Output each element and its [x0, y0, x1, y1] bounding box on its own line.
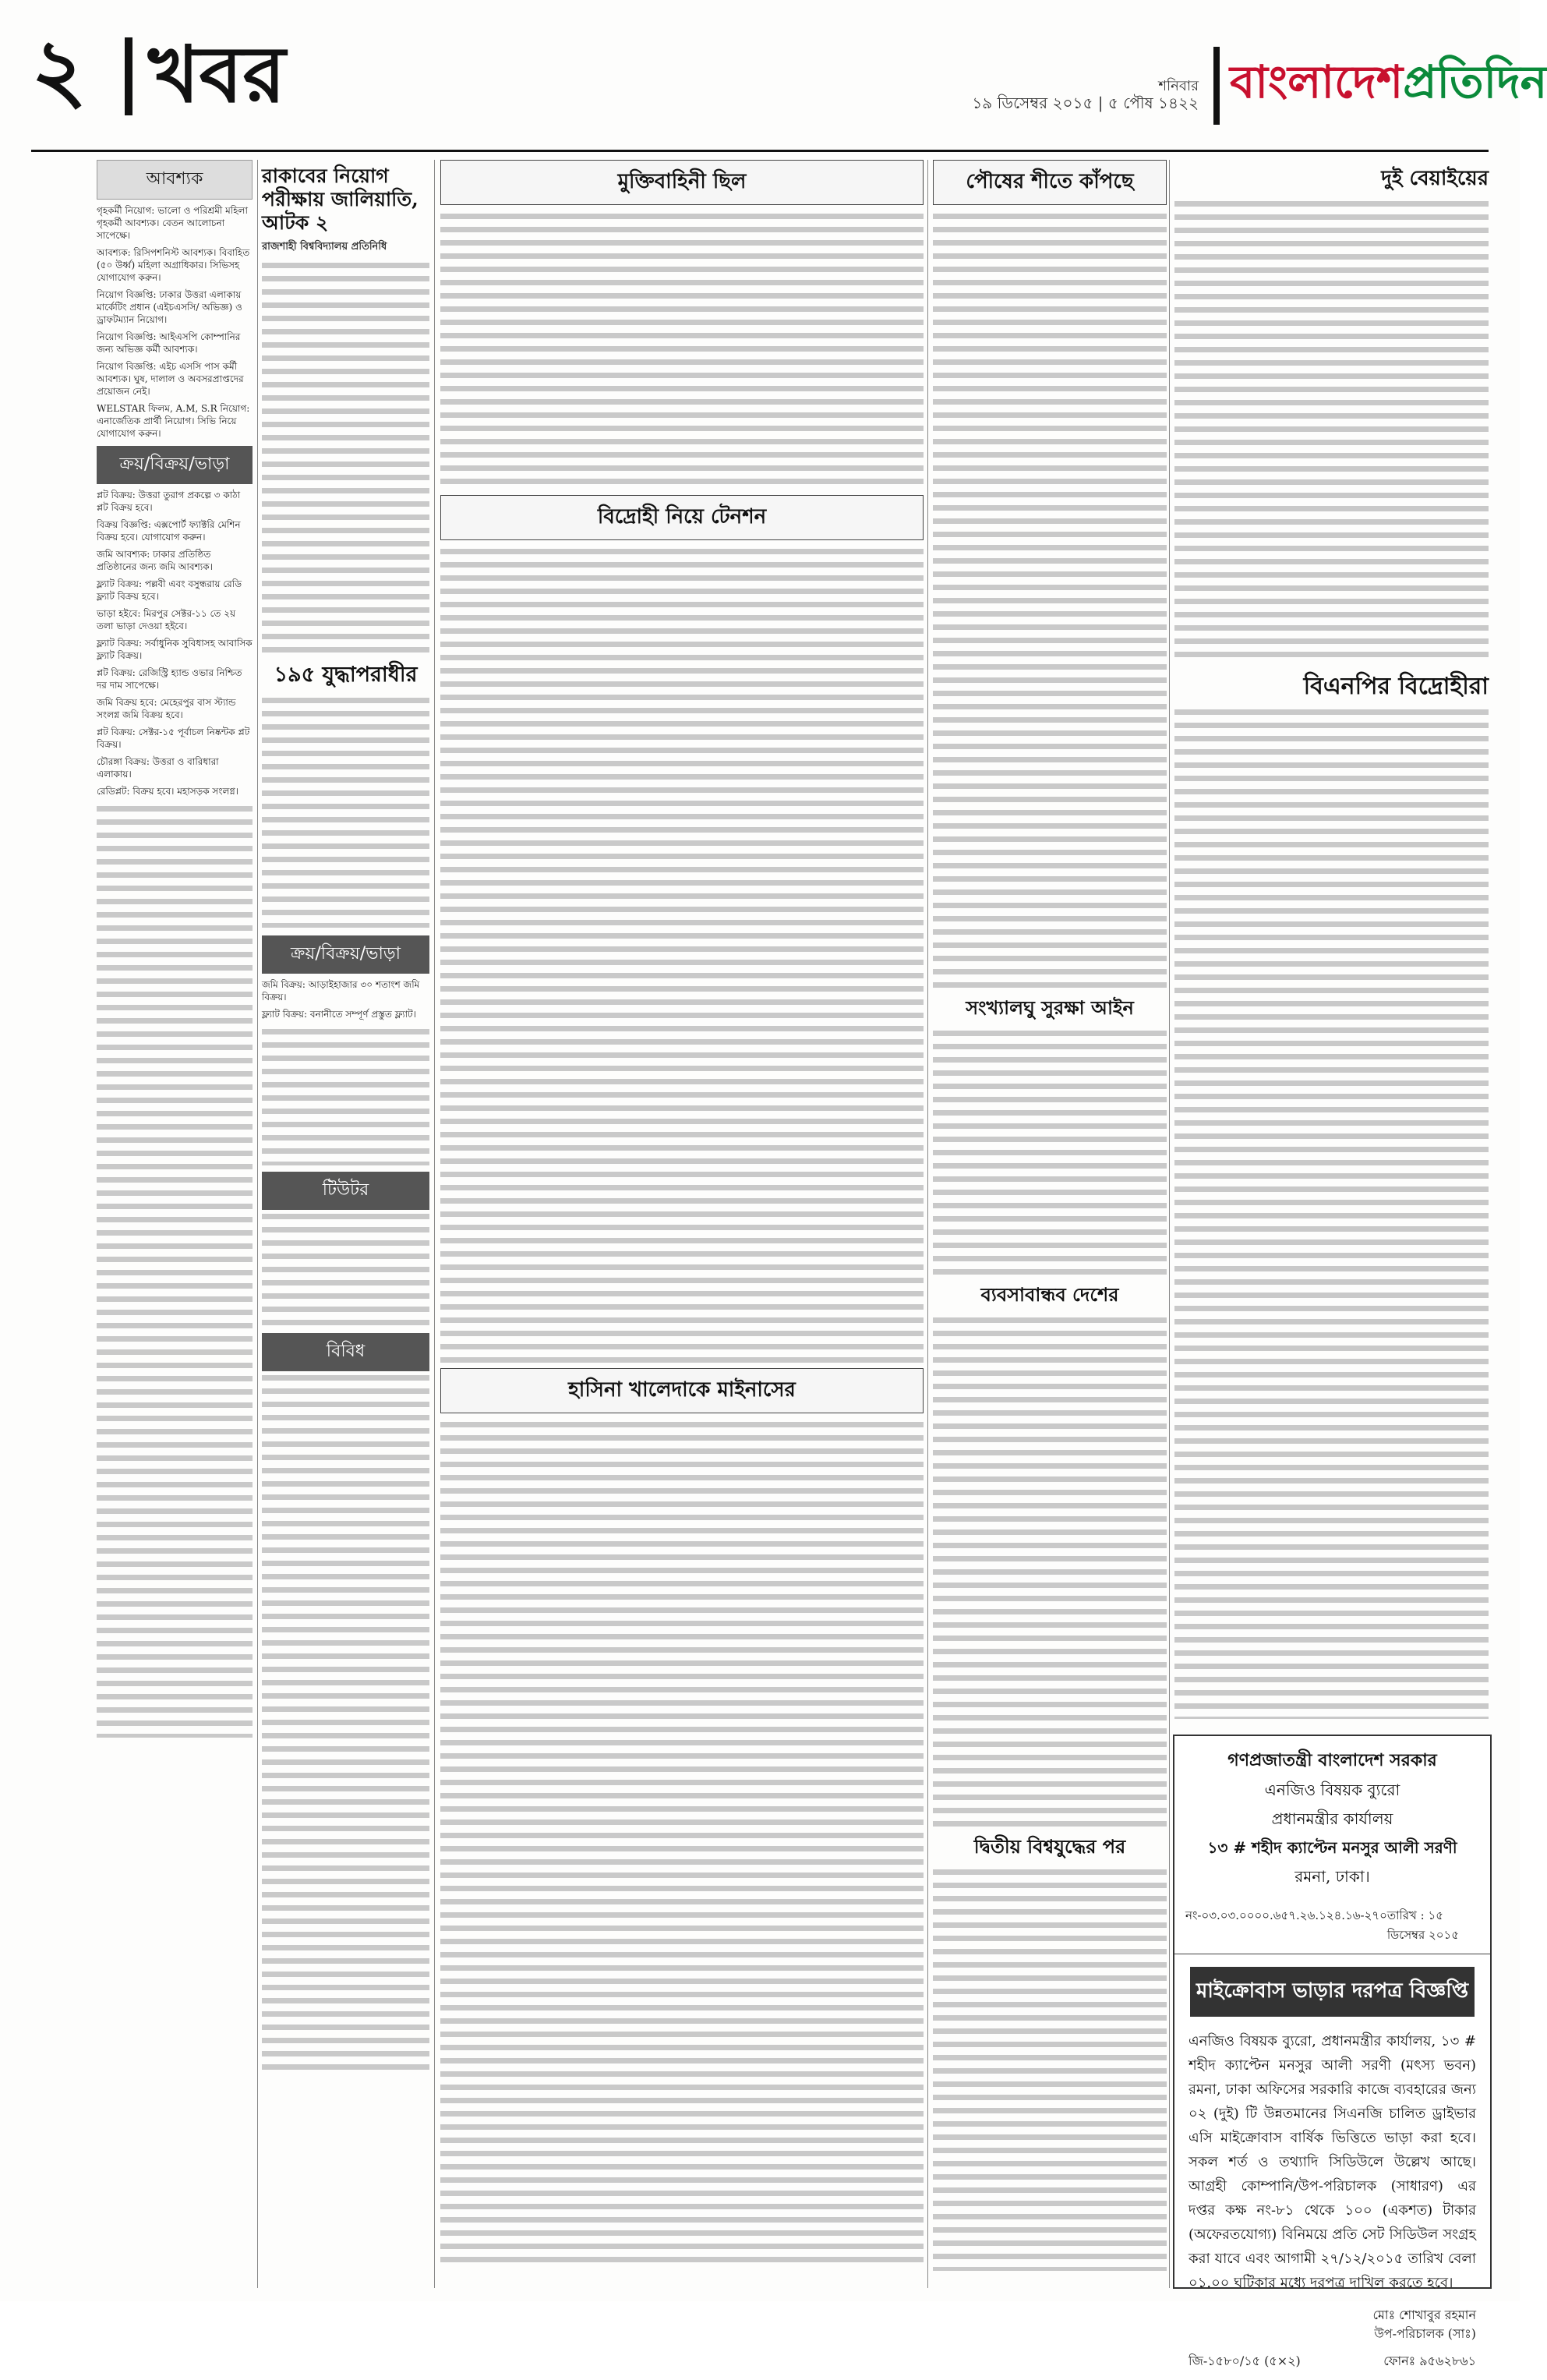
notice-footer: [1174, 2343, 1490, 2380]
page-number: ২: [31, 19, 87, 120]
headline-minus-two: হাসিনা খালেদাকে মাইনাসের: [440, 1368, 924, 1413]
column-rule: [434, 160, 435, 2288]
classified-entry: চৌরঙ্গা বিক্রয়: উত্তরা ও বারিধারা এলাকায়।: [97, 756, 219, 780]
classified-sale-2-body: [262, 1025, 429, 1165]
article-winter-body: [933, 210, 1167, 989]
column-rule: [1169, 160, 1170, 2288]
headline-rebels-tension: বিদ্রোহী নিয়ে টেনশন: [440, 495, 924, 540]
notice-banner: মাইক্রোবাস ভাড়ার দরপত্র বিজ্ঞপ্তি: [1190, 1967, 1475, 2017]
headline-winter: পৌষের শীতে কাঁপছে: [933, 160, 1167, 205]
classified-text-block: [97, 802, 253, 1738]
classified-entry: প্লট বিক্রয়: উত্তরা তুরাগ প্রকল্পে ৩ কাঠা প্লট বিক্রয় হবে।: [97, 490, 241, 513]
notice-address: ১৩ # শহীদ ক্যাপ্টেন মনসুর আলী সরণী: [1207, 1838, 1457, 1857]
classified-entry: ভাড়া হইবে: মিরপুর সেক্টর-১১ তে ২য় তলা ভাড়া দেওয়া হইবে।: [97, 608, 236, 631]
notice-reference-row: [1174, 1899, 1490, 1954]
news-column-2: [262, 160, 429, 2288]
logo-divider: [1213, 47, 1220, 125]
news-column-3: [440, 160, 924, 2288]
classified-entry: গৃহকর্মী নিয়োগ: ভালো ও পরিশ্রমী মহিলা গৃহকর্মী আবশ্যক। বেতন আলোচনা সাপেক্ষে।: [97, 205, 248, 241]
article-liberation-army-body: [440, 210, 924, 490]
notice-signer-title: উপ-পরিচালক (সাঃ): [1374, 2326, 1476, 2341]
classified-entry: নিয়োগ বিজ্ঞপ্তি: ঢাকার উত্তরা এলাকায় মার্কেটিং প্রধান (এইচএসসি/ অভিজ্ঞ) ও ড্রাফটম্যান নিয়োগ।: [97, 289, 242, 325]
classified-list-sale-2: [262, 978, 429, 1020]
newspaper-logo: [1230, 43, 1547, 121]
notice-signature: [1174, 2295, 1490, 2343]
headline-rakab: রাকাবের নিয়োগ পরীক্ষায় জালিয়াতি, আটক ২: [262, 164, 419, 234]
article-minority-law-body: [933, 1027, 1167, 1276]
article-war-criminals-body: [262, 694, 429, 928]
article-rakab-body: [262, 259, 429, 656]
column-rule: [257, 160, 258, 2288]
classified-entry: ফ্ল্যাট বিক্রয়: বনানীতে সম্পূর্ণ প্রস্তুত ফ্ল্যাট।: [262, 1009, 416, 1020]
headline-bnp-rebels: বিএনপির বিদ্রোহীরা: [1303, 673, 1489, 700]
classified-entry: বিক্রয় বিজ্ঞপ্তি: এক্সপোর্ট ফ্যাক্টরি মেশিন বিক্রয় হবে। যোগাযোগ করুন।: [97, 519, 241, 543]
classified-entry: প্লট বিক্রয়: সেক্টর-১৫ পূর্বাচল নিষ্কন্টক প্লট বিক্রয়।: [97, 727, 250, 750]
classified-entry: রেডিপ্লট: বিক্রয় হবে। মহাসড়ক সংলগ্ন।: [97, 786, 238, 797]
headline-liberation-army: মুক্তিবাহিনী ছিল: [440, 160, 924, 205]
section-title: খবর: [148, 28, 286, 120]
column-rule: [927, 160, 928, 2288]
notice-body: এনজিও বিষয়ক ব্যুরো, প্রধানমন্ত্রীর কার্যালয়, ১৩ # শহীদ ক্যাপ্টেন মনসুর আলী সরণী (মৎস্য ভবন) রমনা, ঢাকা অফিসের সরকারি কাজে ব্যবহারের জন্য ০২ (দুই) টি উন্নতমানের সিএনজি চালিত ড্রাইভার এসি মাইক্রোবাস বার্ষিক ভিত্তিতে ভাড়া করা হবে। সকল শর্ত ও তথ্যাদি সিডিউলে উল্লেখ আছে। আগ্রহী কোম্পানি/উপ-পরিচালক (সাধারণ) এর দপ্তর কক্ষ নং-৮১ থেকে ১০০ (একশত) টাকার (অফেরতযোগ্য) বিনিময়ে প্রতি সেট সিডিউল সংগ্রহ করা যাবে এবং আগামী ২৭/১২/২০১৫ তারিখ বেলা ০১.০০ ঘটিকার মধ্যে দরপত্র দাখিল করতে হবে।: [1189, 2033, 1476, 2291]
news-column-4: [933, 160, 1167, 2288]
masthead-rule: [31, 150, 1489, 152]
notice-reference: নং-০৩.০৩.০০০০.৬৫৭.২৬.১২৪.১৬-২৭০: [1185, 1908, 1387, 1922]
notice-phone: ফোনঃ ৯৫৬২৮৬১: [1383, 2353, 1476, 2368]
notice-city: রমনা, ঢাকা।: [1294, 1867, 1370, 1886]
headline-business-friendly: ব্যবসাবান্ধব দেশের: [980, 1283, 1119, 1306]
masthead: [0, 0, 1547, 152]
headline-ww2: দ্বিতীয় বিশ্বযুদ্ধের পর: [973, 1835, 1126, 1858]
news-column-5: [1174, 160, 1489, 1727]
government-tender-notice: [1173, 1735, 1492, 2368]
notice-bureau: এনজিও বিষয়ক ব্যুরো: [1264, 1781, 1400, 1799]
classified-entry: জমি আবশ্যক: ঢাকার প্রতিষ্ঠিত প্রতিষ্ঠানের জন্য জমি আবশ্যক।: [97, 549, 213, 572]
classified-entry: ফ্ল্যাট বিক্রয়: সর্বাধুনিক সুবিধাসহ আবাসিক ফ্ল্যাট বিক্রয়।: [97, 638, 253, 661]
notice-signer: মোঃ শোখাবুর রহমান: [1372, 2308, 1476, 2322]
headline-two-in-laws: দুই বেয়াইয়ের: [1381, 167, 1489, 190]
classified-entry: জমি বিক্রয়: আড়াইহাজার ৩০ শতাংশ জমি বিক্রয়।: [262, 979, 420, 1003]
classified-entry: নিয়োগ বিজ্ঞপ্তি: আইএসপি কোম্পানির জন্য অভিজ্ঞ কর্মী আবশ্যক।: [97, 331, 241, 355]
logo-main: বাংলাদেশ: [1230, 55, 1404, 108]
notice-code: জি-১৫৮০/১৫ (৫×২): [1189, 2353, 1301, 2368]
masthead-divider: [125, 37, 132, 115]
classified-entry: WELSTAR ফিলম, A.M, S.R নিয়োগ: এনার্জেতিক প্রার্থী নিয়োগ। সিভি নিয়ে যোগাযোগ করুন।: [97, 403, 250, 439]
classified-heading-wanted: আবশ্যক: [97, 160, 253, 200]
classified-heading-misc: বিবিধ: [262, 1333, 429, 1371]
notice-govt-title: গণপ্রজাতন্ত্রী বাংলাদেশ সরকার: [1227, 1750, 1437, 1770]
classified-list-sale: [97, 489, 253, 797]
article-ww2-body: [933, 1865, 1167, 2271]
classified-entry: প্লট বিক্রয়: রেজিস্ট্রি হ্যান্ড ওভার নিশ্চিত দর দাম সাপেক্ষে।: [97, 667, 242, 691]
headline-war-criminals: ১৯৫ যুদ্ধাপরাধীর: [274, 663, 418, 687]
classified-entry: ফ্ল্যাট বিক্রয়: পল্লবী এবং বসুন্ধরায় রেডি ফ্ল্যাট বিক্রয় হবে।: [97, 578, 242, 602]
article-business-friendly-body: [933, 1314, 1167, 1828]
notice-office: প্রধানমন্ত্রীর কার্যালয়: [1271, 1809, 1393, 1828]
classified-heading-sale: ক্রয়/বিক্রয়/ভাড়া: [97, 446, 253, 484]
issue-date: ১৯ ডিসেম্বর ২০১৫ | ৫ পৌষ ১৪২২: [972, 94, 1199, 112]
headline-minority-law: সংখ্যালঘু সুরক্ষা আইন: [966, 996, 1134, 1019]
article-bnp-rebels-body: [1174, 706, 1489, 1719]
article-rebels-tension-body: [440, 545, 924, 1363]
classified-entry: জমি বিক্রয় হবে: মেহেরপুর বাস স্ট্যান্ড সংলগ্ন জমি বিক্রয় হবে।: [97, 697, 236, 720]
classified-heading-sale-2: ক্রয়/বিক্রয়/ভাড়া: [262, 935, 429, 974]
logo-accent: প্রতিদিন: [1403, 55, 1547, 108]
classified-heading-tutor: টিউটর: [262, 1172, 429, 1210]
classified-tutor-body: [262, 1210, 429, 1327]
issue-day: শনিবার: [1158, 78, 1199, 94]
classifieds-column: [97, 160, 253, 2288]
classified-misc-body: [262, 1371, 429, 2073]
notice-date: তারিখ : ১৫ ডিসেম্বর ২০১৫: [1386, 1908, 1459, 1942]
classified-entry: আবশ্যক: রিসিপশনিস্ট আবশ্যক। বিবাহিত (৫০ উর্ধ্ব) মহিলা অগ্রাধিকার। সিভিসহ যোগাযোগ করুন।: [97, 247, 250, 283]
article-minus-two-body: [440, 1418, 924, 2268]
classified-list-wanted: [97, 204, 253, 440]
article-two-in-laws-body: [1174, 197, 1489, 665]
byline-rakab: রাজশাহী বিশ্ববিদ্যালয় প্রতিনিধি: [262, 241, 387, 253]
classified-entry: নিয়োগ বিজ্ঞপ্তি: এইচ এসসি পাস কর্মী আবশ্যক। ঘুষ, দালাল ও অবসরপ্রাপ্তদের প্রয়োজন নেই।: [97, 361, 244, 397]
